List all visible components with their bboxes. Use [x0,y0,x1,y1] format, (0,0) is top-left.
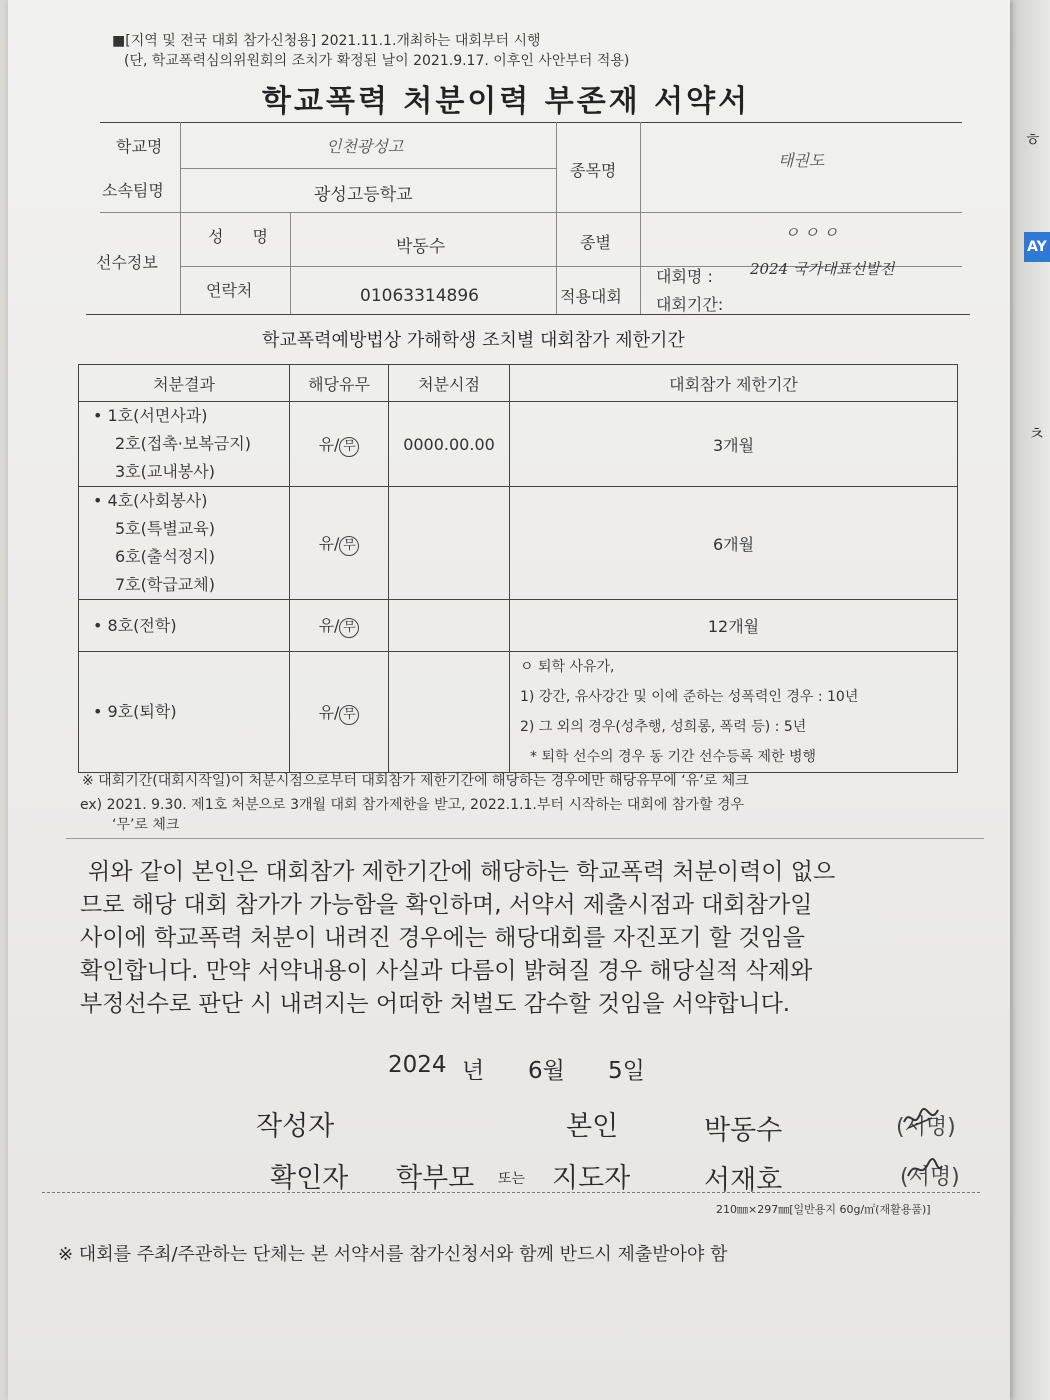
circled-mark: 무 [339,536,359,556]
adjacent-badge: AY [1024,232,1050,262]
contact-label: 연락처 [206,281,253,300]
yes-no-label: 유/ [318,533,340,553]
coach-label: 지도자 [552,1163,631,1194]
class-label: 종별 [580,233,611,252]
result-item: 3호(교내봉사) [115,462,215,481]
info-divider [640,122,641,314]
yes-no-label: 유/ [318,616,340,635]
applicable-cell[interactable] [290,600,389,652]
col-header-date: 처분시점 [389,365,510,402]
writer-name: 박동수 [704,1115,783,1146]
period-note-line: 1) 강간, 유사강간 및 이에 준하는 성폭력인 경우 : 10년 [520,689,859,705]
event-value: 태권도 [778,151,825,170]
info-divider [100,212,962,213]
class-value: ㅇㅇㅇ [784,223,843,242]
bottom-divider [42,1192,980,1193]
footnote-line-3: ‘무’로 체크 [112,817,180,833]
result-item: 5호(특별교육) [115,519,215,538]
footnote-line-2: ex) 2021. 9.30. 제1호 처분으로 3개월 대회 참가제한을 받고, 2022.1.1.부터 시작하는 대회에 참가할 경우 [80,797,744,813]
result-item: 2호(접촉·보복금지) [115,434,251,453]
period-note-line: * 퇴학 선수의 경우 동 기간 선수등록 제한 병행 [530,749,817,765]
tournament-period-label: 대회기간: [656,295,724,314]
period-note-line: ㅇ 퇴학 사유가, [520,659,615,675]
circled-mark: 무 [339,618,359,638]
document-title: 학교폭력 처분이력 부존재 서약서 [262,84,751,119]
pledge-line: 사이에 학교폭력 처분이 내려진 경우에는 해당대회를 자진포기 할 것임을 [80,925,806,951]
tournament-name-label: 대회명 : [656,267,713,286]
result-item: • 4호(사회봉사) [93,491,208,510]
table-row [79,402,958,487]
info-divider [180,168,556,169]
pledge-line: 부정선수로 판단 시 내려지는 어떠한 처벌도 감수할 것임을 서약합니다. [80,991,791,1017]
info-divider [556,122,557,314]
pledge-line: 확인합니다. 만약 서약내용이 사실과 다름이 밝혀질 경우 해당실적 삭제와 [80,958,813,984]
date-cell: 0000.00.00 [389,402,510,487]
period-cell: 12개월 [510,600,958,652]
adjacent-paper [1010,0,1050,1400]
date-year: 2024 [388,1052,447,1078]
result-cell [79,402,290,487]
contact-value: 01063314896 [360,286,479,306]
date-cell [389,652,510,773]
info-divider [290,212,291,314]
pledge-line: 위와 같이 본인은 대회참가 제한기간에 해당하는 학교폭력 처분이력이 없으 [88,859,836,885]
adjacent-text-fragment: ㅊ [1028,424,1046,445]
writer-label: 작성자 [256,1111,335,1142]
result-item: • 9호(퇴학) [93,702,177,721]
school-label: 학교명 [116,137,163,156]
writer-signature-box[interactable]: (서명) [896,1115,956,1140]
date-cell [389,600,510,652]
col-header-period: 대회참가 제한기간 [510,365,958,402]
circled-mark: 무 [339,437,359,457]
self-label: 본인 [566,1111,619,1142]
confirmer-name: 서재호 [704,1165,783,1196]
confirmer-label: 확인자 [270,1163,349,1194]
table-row [79,600,958,652]
parent-label: 학부모 [396,1163,475,1194]
date-cell [389,487,510,600]
yes-no-label: 유/ [318,434,340,454]
date-month: 6월 [528,1058,565,1084]
restriction-section-title: 학교폭력예방법상 가해학생 조치별 대회참가 제한기간 [262,330,685,351]
applied-tournament-label: 적용대회 [560,287,622,306]
school-value: 인천광성고 [326,137,404,156]
applicable-cell[interactable] [290,487,389,600]
team-value: 광성고등학교 [314,185,413,205]
name-value: 박동수 [396,237,446,257]
yes-no-label: 유/ [318,702,340,722]
result-item: 6호(출석정지) [115,547,215,566]
player-info-label: 선수정보 [96,253,158,272]
team-label: 소속팀명 [102,181,164,200]
restriction-table [78,364,958,773]
section-divider [66,838,984,839]
pledge-body [80,856,980,1021]
table-row [79,487,958,600]
info-divider [180,122,181,314]
or-label: 또는 [498,1171,526,1187]
applicable-cell[interactable] [290,652,389,773]
date-year-unit: 년 [462,1058,485,1084]
paper-spec: 210㎜×297㎜[일반용지 60g/㎡(재활용품)] [716,1203,931,1216]
result-item: • 1호(서면사과) [93,406,208,425]
header-line-2: (단, 학교폭력심의위원회의 조치가 확정된 날이 2021.9.17. 이후인 사안부터 적용) [124,53,630,69]
signature-scribble [906,1156,944,1184]
info-top-border [100,122,962,123]
applicable-cell[interactable] [290,402,389,487]
table-header-row [79,365,958,402]
period-cell [510,652,958,773]
result-cell [79,652,290,773]
col-header-result: 처분결과 [79,365,290,402]
table-row [79,652,958,773]
period-cell: 3개월 [510,402,958,487]
col-header-applicable: 해당유무 [290,365,389,402]
name-label: 성 명 [208,227,280,246]
final-note: ※ 대회를 주최/주관하는 단체는 본 서약서를 참가신청서와 함께 반드시 제출받아야 함 [58,1244,728,1265]
result-cell [79,487,290,600]
circled-mark: 무 [339,705,359,725]
date-day: 5일 [608,1058,645,1084]
result-item: • 8호(전학) [93,615,177,635]
period-cell: 6개월 [510,487,958,600]
info-bottom-border [86,314,970,315]
adjacent-text-fragment: ㅎ [1024,130,1042,151]
footnote-line-1: ※ 대회기간(대회시작일)이 처분시점으로부터 대회참가 제한기간에 해당하는 경우에만 해당유무에 ‘유’로 체크 [82,773,749,789]
result-item: 7호(학급교체) [115,575,215,594]
pledge-line: 므로 해당 대회 참가가 가능함을 확인하며, 서약서 제출시점과 대회참가일 [80,892,813,918]
period-note-line: 2) 그 외의 경우(성추행, 성희롱, 폭력 등) : 5년 [520,719,807,735]
event-label: 종목명 [570,161,617,180]
signature-scribble [902,1104,940,1132]
header-line-1: ■[지역 및 전국 대회 참가신청용] 2021.11.1.개최하는 대회부터 시행 [112,33,541,49]
tournament-name-value: 2024 국가대표선발전 [750,260,895,278]
result-cell [79,600,290,652]
confirmer-signature-box[interactable]: (서명) [900,1165,960,1190]
